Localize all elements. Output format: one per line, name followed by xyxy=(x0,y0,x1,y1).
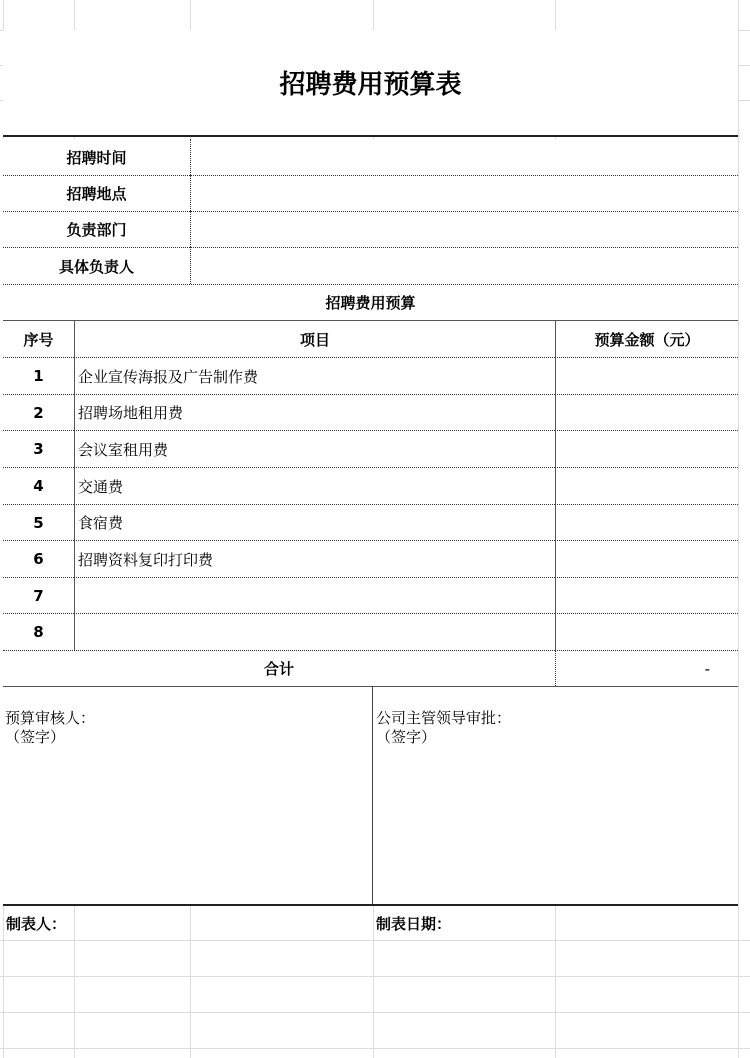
row-amount[interactable] xyxy=(555,467,738,504)
row-item[interactable] xyxy=(74,613,555,650)
row-amount[interactable] xyxy=(555,394,738,430)
page-title: 招聘费用预算表 xyxy=(3,30,738,137)
info-value-location[interactable] xyxy=(190,175,738,211)
row-no: 6 xyxy=(3,540,74,577)
approval-section xyxy=(3,686,738,904)
row-item[interactable]: 交通费 xyxy=(74,467,555,504)
info-value-person[interactable] xyxy=(190,247,738,284)
maker-label: 制表人： xyxy=(6,914,67,933)
row-item[interactable]: 招聘场地租用费 xyxy=(74,394,555,430)
approval-divider xyxy=(372,686,373,904)
header-item: 项目 xyxy=(74,320,555,357)
header-amount: 预算金额（元） xyxy=(555,320,738,357)
header-no: 序号 xyxy=(3,320,74,357)
info-label-location: 招聘地点 xyxy=(3,175,190,211)
row-amount[interactable] xyxy=(555,357,738,394)
row-item[interactable]: 企业宣传海报及广告制作费 xyxy=(74,357,555,394)
info-label-department: 负责部门 xyxy=(3,211,190,247)
footer-divider xyxy=(3,904,738,906)
info-value-time[interactable] xyxy=(190,139,738,175)
row-item[interactable]: 招聘资料复印打印费 xyxy=(74,540,555,577)
info-label-time: 招聘时间 xyxy=(3,139,190,175)
row-item[interactable]: 会议室租用费 xyxy=(74,430,555,467)
budget-reviewer-label: 预算审核人： xyxy=(5,709,96,727)
row-amount[interactable] xyxy=(555,430,738,467)
leader-approval-label: 公司主管领导审批： xyxy=(376,709,512,727)
section-title: 招聘费用预算 xyxy=(3,284,738,320)
row-no: 4 xyxy=(3,467,74,504)
info-label-person: 具体负责人 xyxy=(3,247,190,284)
row-no: 3 xyxy=(3,430,74,467)
row-amount[interactable] xyxy=(555,577,738,613)
total-value[interactable]: - xyxy=(555,650,738,686)
row-item[interactable]: 食宿费 xyxy=(74,504,555,540)
row-no: 2 xyxy=(3,394,74,430)
info-value-department[interactable] xyxy=(190,211,738,247)
leader-approval-sign: （签字） xyxy=(376,728,437,746)
row-amount[interactable] xyxy=(555,613,738,650)
row-no: 5 xyxy=(3,504,74,540)
row-amount[interactable] xyxy=(555,540,738,577)
row-item[interactable] xyxy=(74,577,555,613)
row-no: 1 xyxy=(3,357,74,394)
row-no: 8 xyxy=(3,613,74,650)
row-no: 7 xyxy=(3,577,74,613)
budget-reviewer-sign: （签字） xyxy=(5,728,66,746)
total-label: 合计 xyxy=(3,650,555,686)
row-amount[interactable] xyxy=(555,504,738,540)
date-label: 制表日期： xyxy=(376,914,452,933)
